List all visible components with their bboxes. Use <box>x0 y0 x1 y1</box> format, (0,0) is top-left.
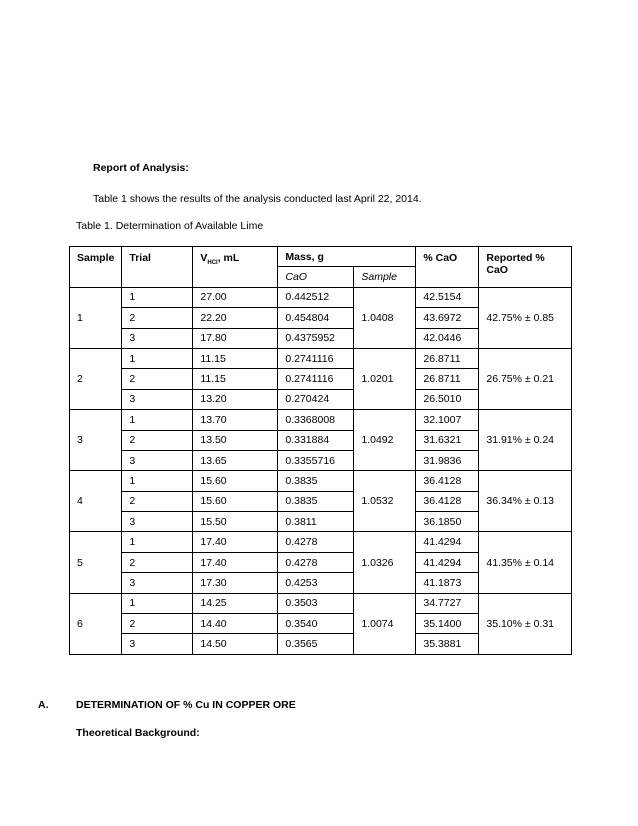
volume-cell: 27.00 <box>193 287 278 307</box>
mass-cao-cell: 0.4375952 <box>278 328 354 348</box>
header-sample: Sample <box>70 247 122 288</box>
cao-percent-cell: 36.4128 <box>416 491 479 511</box>
volume-cell: 14.40 <box>193 614 278 634</box>
reported-cao-cell: 42.75% ± 0.85 <box>479 287 572 348</box>
trial-cell: 3 <box>122 573 193 593</box>
volume-cell: 17.40 <box>193 532 278 552</box>
report-heading: Report of Analysis: <box>93 162 189 174</box>
cao-percent-cell: 36.1850 <box>416 512 479 532</box>
volume-cell: 11.15 <box>193 348 278 368</box>
mass-sample-cell: 1.0532 <box>354 471 416 532</box>
table-row <box>70 532 572 552</box>
table-row <box>70 410 572 430</box>
mass-cao-cell: 0.3811 <box>278 512 354 532</box>
header-trial: Trial <box>122 247 193 288</box>
cao-percent-cell: 41.1873 <box>416 573 479 593</box>
volume-cell: 15.50 <box>193 512 278 532</box>
mass-cao-cell: 0.331884 <box>278 430 354 450</box>
trial-cell: 3 <box>122 328 193 348</box>
cao-percent-cell: 42.5154 <box>416 287 479 307</box>
mass-sample-cell: 1.0492 <box>354 410 416 471</box>
reported-cao-cell: 36.34% ± 0.13 <box>479 471 572 532</box>
available-lime-table <box>69 246 572 655</box>
trial-cell: 1 <box>122 287 193 307</box>
mass-cao-cell: 0.3355716 <box>278 450 354 470</box>
table-row <box>70 593 572 613</box>
volume-cell: 22.20 <box>193 308 278 328</box>
mass-cao-cell: 0.454804 <box>278 308 354 328</box>
cao-percent-cell: 35.3881 <box>416 634 479 654</box>
mass-sample-cell: 1.0201 <box>354 348 416 409</box>
section-a-subheading: Theoretical Background: <box>76 727 200 739</box>
mass-sample-cell: 1.0326 <box>354 532 416 593</box>
sample-id-cell: 5 <box>70 532 122 593</box>
table-header-row <box>70 247 572 267</box>
cao-percent-cell: 34.7727 <box>416 593 479 613</box>
header-volume-unit: , mL <box>217 252 240 264</box>
mass-cao-cell: 0.4278 <box>278 532 354 552</box>
header-reported-cao: Reported % CaO <box>479 247 572 288</box>
mass-cao-cell: 0.442512 <box>278 287 354 307</box>
cao-percent-cell: 26.8711 <box>416 369 479 389</box>
cao-percent-cell: 43.6972 <box>416 308 479 328</box>
cao-percent-cell: 35.1400 <box>416 614 479 634</box>
reported-cao-cell: 41.35% ± 0.14 <box>479 532 572 593</box>
trial-cell: 3 <box>122 512 193 532</box>
trial-cell: 3 <box>122 450 193 470</box>
trial-cell: 2 <box>122 308 193 328</box>
sample-id-cell: 2 <box>70 348 122 409</box>
section-a-letter: A. <box>38 699 49 711</box>
trial-cell: 3 <box>122 389 193 409</box>
reported-cao-cell: 26.75% ± 0.21 <box>479 348 572 409</box>
trial-cell: 2 <box>122 614 193 634</box>
header-cao-percent: % CaO <box>416 247 479 288</box>
cao-percent-cell: 26.8711 <box>416 348 479 368</box>
trial-cell: 2 <box>122 552 193 572</box>
mass-cao-cell: 0.3368008 <box>278 410 354 430</box>
intro-paragraph: Table 1 shows the results of the analysis conducted last April 22, 2014. <box>93 193 422 205</box>
mass-sample-cell: 1.0408 <box>354 287 416 348</box>
volume-cell: 13.65 <box>193 450 278 470</box>
volume-cell: 15.60 <box>193 471 278 491</box>
trial-cell: 2 <box>122 491 193 511</box>
mass-cao-cell: 0.2741116 <box>278 348 354 368</box>
table-row <box>70 348 572 368</box>
mass-cao-cell: 0.3835 <box>278 491 354 511</box>
header-mass: Mass, g <box>278 247 416 267</box>
reported-cao-cell: 31.91% ± 0.24 <box>479 410 572 471</box>
mass-cao-cell: 0.3565 <box>278 634 354 654</box>
sample-id-cell: 4 <box>70 471 122 532</box>
mass-cao-cell: 0.4253 <box>278 573 354 593</box>
mass-cao-cell: 0.270424 <box>278 389 354 409</box>
volume-cell: 14.25 <box>193 593 278 613</box>
trial-cell: 1 <box>122 532 193 552</box>
cao-percent-cell: 31.6321 <box>416 430 479 450</box>
mass-sample-cell: 1.0074 <box>354 593 416 654</box>
mass-cao-cell: 0.3835 <box>278 471 354 491</box>
reported-cao-cell: 35.10% ± 0.31 <box>479 593 572 654</box>
sample-id-cell: 6 <box>70 593 122 654</box>
cao-percent-cell: 41.4294 <box>416 532 479 552</box>
mass-cao-cell: 0.3503 <box>278 593 354 613</box>
trial-cell: 2 <box>122 369 193 389</box>
cao-percent-cell: 31.9836 <box>416 450 479 470</box>
volume-cell: 17.40 <box>193 552 278 572</box>
trial-cell: 1 <box>122 593 193 613</box>
volume-cell: 13.20 <box>193 389 278 409</box>
header-volume-prefix: V <box>200 252 208 264</box>
cao-percent-cell: 36.4128 <box>416 471 479 491</box>
subheader-cao: CaO <box>278 267 354 287</box>
cao-percent-cell: 42.0446 <box>416 328 479 348</box>
volume-cell: 17.80 <box>193 328 278 348</box>
trial-cell: 1 <box>122 471 193 491</box>
volume-cell: 13.50 <box>193 430 278 450</box>
trial-cell: 1 <box>122 348 193 368</box>
trial-cell: 3 <box>122 634 193 654</box>
table-body <box>70 247 572 655</box>
sample-id-cell: 3 <box>70 410 122 471</box>
volume-cell: 17.30 <box>193 573 278 593</box>
volume-cell: 14.50 <box>193 634 278 654</box>
mass-cao-cell: 0.4278 <box>278 552 354 572</box>
table-row <box>70 287 572 307</box>
mass-cao-cell: 0.2741116 <box>278 369 354 389</box>
table-row <box>70 471 572 491</box>
volume-cell: 13.70 <box>193 410 278 430</box>
trial-cell: 1 <box>122 410 193 430</box>
mass-cao-cell: 0.3540 <box>278 614 354 634</box>
cao-percent-cell: 26.5010 <box>416 389 479 409</box>
trial-cell: 2 <box>122 430 193 450</box>
volume-cell: 15.60 <box>193 491 278 511</box>
header-volume-subscript: HCl <box>207 260 218 267</box>
cao-percent-cell: 41.4294 <box>416 552 479 572</box>
table-caption: Table 1. Determination of Available Lime <box>76 220 264 232</box>
header-volume-hcl <box>193 247 278 288</box>
cao-percent-cell: 32.1007 <box>416 410 479 430</box>
subheader-sample: Sample <box>354 267 416 287</box>
volume-cell: 11.15 <box>193 369 278 389</box>
sample-id-cell: 1 <box>70 287 122 348</box>
section-a-title: DETERMINATION OF % Cu IN COPPER ORE <box>76 699 296 711</box>
